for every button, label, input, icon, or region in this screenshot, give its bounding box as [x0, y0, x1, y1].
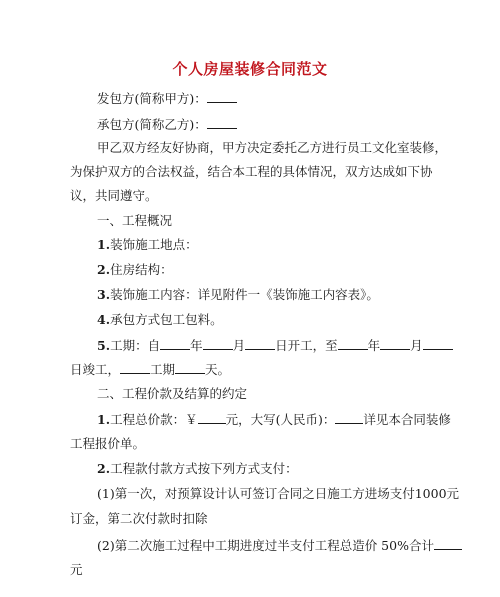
item-1-4	[97, 312, 223, 328]
party-a-line	[97, 90, 237, 107]
uppercase-label: 元，大写(人民币)：	[225, 412, 336, 427]
payment-2-text: (2)第二次施工过程中工期进度过半支付工程总造价 50%合计	[97, 538, 434, 553]
uppercase-blank	[335, 411, 363, 424]
intro-line-1: 甲乙双方经友好协商，甲方决定委托乙方进行员工文化室装修，	[97, 140, 448, 155]
item-text: 装饰施工内容：详见附件一《装饰施工内容表》。	[110, 287, 379, 302]
intro-line-3: 议，共同遵守。	[70, 188, 158, 203]
completion-blank	[120, 361, 150, 374]
document-title: 个人房屋装修合同范文	[172, 60, 328, 78]
payment-2-blank	[434, 537, 462, 550]
intro-line-2: 为保护双方的合法权益，结合本工程的具体情况，双方达成如下协	[70, 164, 433, 179]
month-label: 月	[410, 338, 423, 353]
item-number: 2.	[97, 262, 111, 277]
duration-days-label: 工期	[150, 362, 176, 377]
end-year-blank	[338, 337, 368, 350]
start-day-blank	[245, 337, 275, 350]
days-unit: 天。	[205, 362, 231, 377]
item-number: 3.	[97, 287, 111, 302]
month-label: 月	[232, 338, 246, 353]
item-number: 5.	[97, 338, 111, 353]
payment-1-line-1: (1)第一次，对预算设计认可签订合同之日施工方进场支付1000元	[97, 486, 460, 501]
duration-label: 工期：自	[110, 338, 161, 353]
payment-1-line-2: 订金，第二次付款时扣除	[70, 511, 208, 526]
see-quote-label: 详见本合同装修	[363, 412, 451, 427]
start-month-blank	[203, 337, 233, 350]
section-heading-1: 一、工程概况	[97, 213, 173, 228]
end-day-blank	[423, 337, 453, 350]
price-blank	[198, 411, 226, 424]
item-1-3	[97, 287, 379, 303]
item-1-1	[97, 237, 198, 253]
total-price-label: 工程总价款：￥	[110, 412, 198, 427]
payment-2-line-2: 元	[70, 562, 83, 577]
item-2-2	[97, 461, 298, 477]
item-2-1-line-1	[97, 411, 451, 428]
payment-2-line-1	[97, 537, 462, 554]
end-month-blank	[380, 337, 410, 350]
item-number: 1.	[97, 412, 111, 427]
item-number: 2.	[97, 461, 111, 476]
party-b-blank	[207, 116, 237, 129]
start-year-blank	[160, 337, 190, 350]
start-label: 日开工，至	[275, 338, 338, 353]
item-text: 工程款付款方式按下列方式支付：	[110, 461, 298, 476]
item-text: 承包方式包工包料。	[110, 312, 223, 327]
completion-label: 日竣工，	[70, 362, 121, 377]
item-text: 装饰施工地点：	[110, 237, 198, 252]
days-blank	[175, 361, 205, 374]
party-a-label: 发包方(简称甲方)：	[97, 91, 207, 106]
item-1-2	[97, 262, 173, 278]
item-1-5-line-1	[97, 337, 453, 354]
item-number: 1.	[97, 237, 111, 252]
party-b-line	[97, 116, 237, 133]
item-text: 住房结构：	[110, 262, 173, 277]
item-1-5-line-2	[70, 361, 230, 378]
item-number: 4.	[97, 312, 111, 327]
year-label: 年	[190, 338, 203, 353]
party-a-blank	[207, 90, 237, 103]
year-label: 年	[367, 338, 381, 353]
party-b-label: 承包方(简称乙方)：	[97, 117, 207, 132]
section-heading-2: 二、工程价款及结算的约定	[97, 386, 248, 401]
item-2-1-line-2: 工程报价单。	[70, 436, 146, 451]
